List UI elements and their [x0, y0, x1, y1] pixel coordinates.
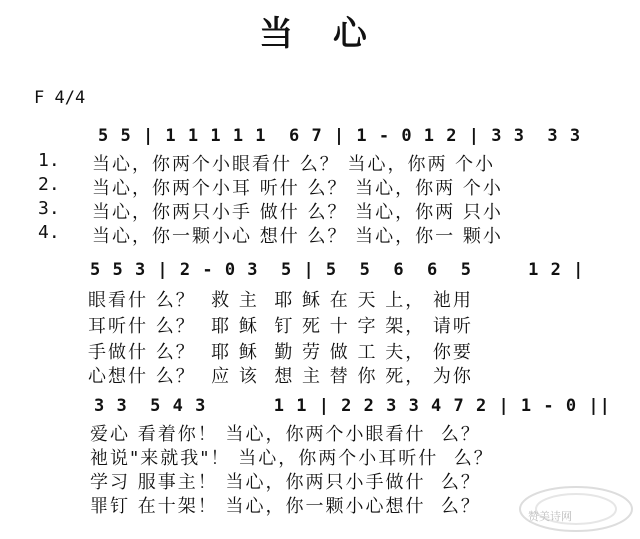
verse-number-1: 1. [38, 150, 60, 171]
lyric-line: 当心，你两个小耳 听什 么？ 当心，你两 个小 [92, 178, 503, 199]
lyric-line: 爱心 看着你！ 当心，你两个小眼看什 么？ [90, 424, 481, 445]
lyric-line: 罪钉 在十架！ 当心，你一颗小心想什 么？ [90, 496, 481, 517]
key-signature: F 4/4 [34, 88, 86, 108]
lyric-line: 当心，你一颗小心 想什 么？ 当心，你一 颗小 [92, 226, 503, 247]
notes-line-2: 5 5 3 | 2 - 0 3 5 | 5 5 6 6 5 1 2 | [90, 260, 585, 280]
lyric-line: 学习 服事主！ 当心，你两只小手做什 么？ [90, 472, 481, 493]
lyric-line: 祂说"来就我"！ 当心，你两个小耳听什 么？ [90, 448, 494, 469]
lyric-line: 当心，你两只小手 做什 么？ 当心，你两 只小 [92, 202, 503, 223]
lyric-line: 眼看什 么？ 救 主 耶 稣 在 天 上， 祂用 [88, 290, 473, 311]
lyric-line: 手做什 么？ 耶 稣 勤 劳 做 工 夫， 你要 [88, 342, 473, 363]
notes-line-3: 3 3 5 4 3 1 1 | 2 2 3 3 4 7 2 | 1 - 0 || [94, 396, 611, 416]
song-title: 当 心 [259, 14, 381, 54]
notes-line-1: 5 5 | 1 1 1 1 1 6 7 | 1 - 0 1 2 | 3 3 3 3 [98, 126, 582, 146]
lyric-line: 当心，你两个小眼看什 么？ 当心，你两 个小 [92, 154, 496, 175]
lyric-line: 耳听什 么？ 耶 稣 钉 死 十 字 架， 请听 [88, 316, 473, 337]
verse-number-4: 4. [38, 222, 60, 243]
watermark-text: 赞美诗网 [528, 510, 572, 523]
verse-number-3: 3. [38, 198, 60, 219]
verse-number-2: 2. [38, 174, 60, 195]
lyric-line: 心想什 么？ 应 该 想 主 替 你 死， 为你 [88, 366, 473, 387]
